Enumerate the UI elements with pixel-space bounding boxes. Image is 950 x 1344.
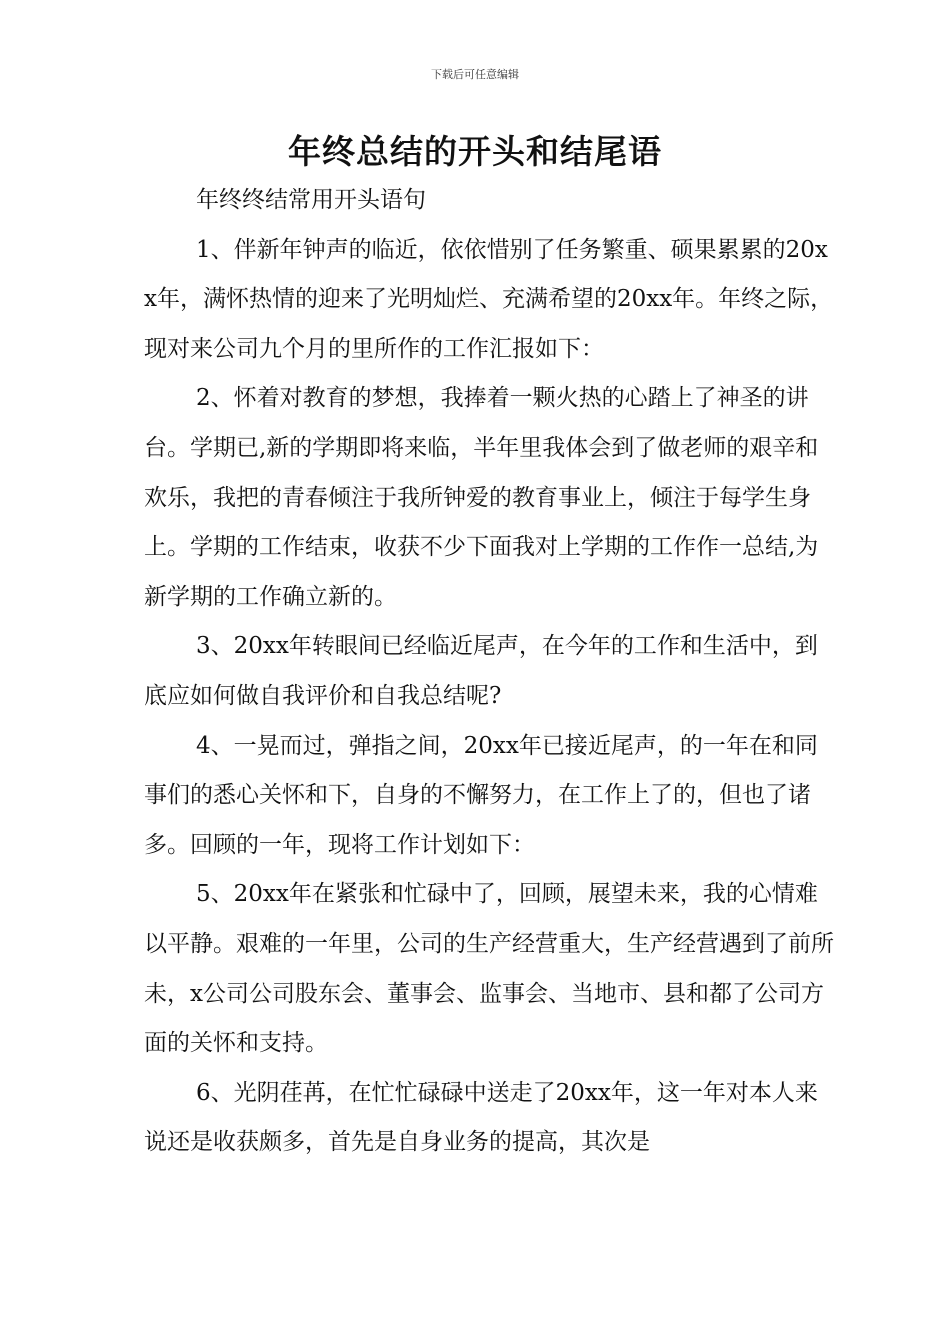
header-note: 下载后可任意编辑	[431, 68, 519, 81]
subtitle-line: 年终终结常用开头语句	[196, 187, 426, 213]
document-title: 年终总结的开头和结尾语	[288, 132, 662, 171]
paragraph-5: 5、20xx年在紧张和忙碌中了，回顾，展望未来，我的心情难以平静。艰难的一年里，公司的生产经营重大，生产经营遇到了前所未，x公司公司股东会、董事会、监事会、当地市、县和都了公司方面的关怀和支持。	[144, 881, 834, 1057]
paragraph-4: 4、一晃而过，弹指之间，20xx年已接近尾声，的一年在和同事们的悉心关怀和下，自身的不懈努力，在工作上了的，但也了诸多。回顾的一年，现将工作计划如下：	[144, 732, 818, 858]
document-body	[144, 176, 834, 1168]
paragraph-6: 6、光阴荏苒，在忙忙碌碌中送走了20xx年，这一年对本人来说还是收获颇多，首先是自身业务的提高，其次是	[144, 1079, 818, 1156]
paragraph-2: 2、怀着对教育的梦想，我捧着一颗火热的心踏上了神圣的讲台。学期已,新的学期即将来临，半年里我体会到了做老师的艰辛和欢乐，我把的青春倾注于我所钟爱的教育事业上，倾注于每学生身上。学期的工作结束，收获不少下面我对上学期的工作作一总结,为新学期的工作确立新的。	[144, 385, 819, 610]
paragraph-3: 3、20xx年转眼间已经临近尾声，在今年的工作和生活中，到底应如何做自我评价和自我总结呢?	[144, 633, 818, 709]
paragraph-1: 1、伴新年钟声的临近，依依惜别了任务繁重、硕果累累的20xx年，满怀热情的迎来了光明灿烂、充满希望的20xx年。年终之际，现对来公司九个月的里所作的工作汇报如下：	[144, 236, 834, 362]
